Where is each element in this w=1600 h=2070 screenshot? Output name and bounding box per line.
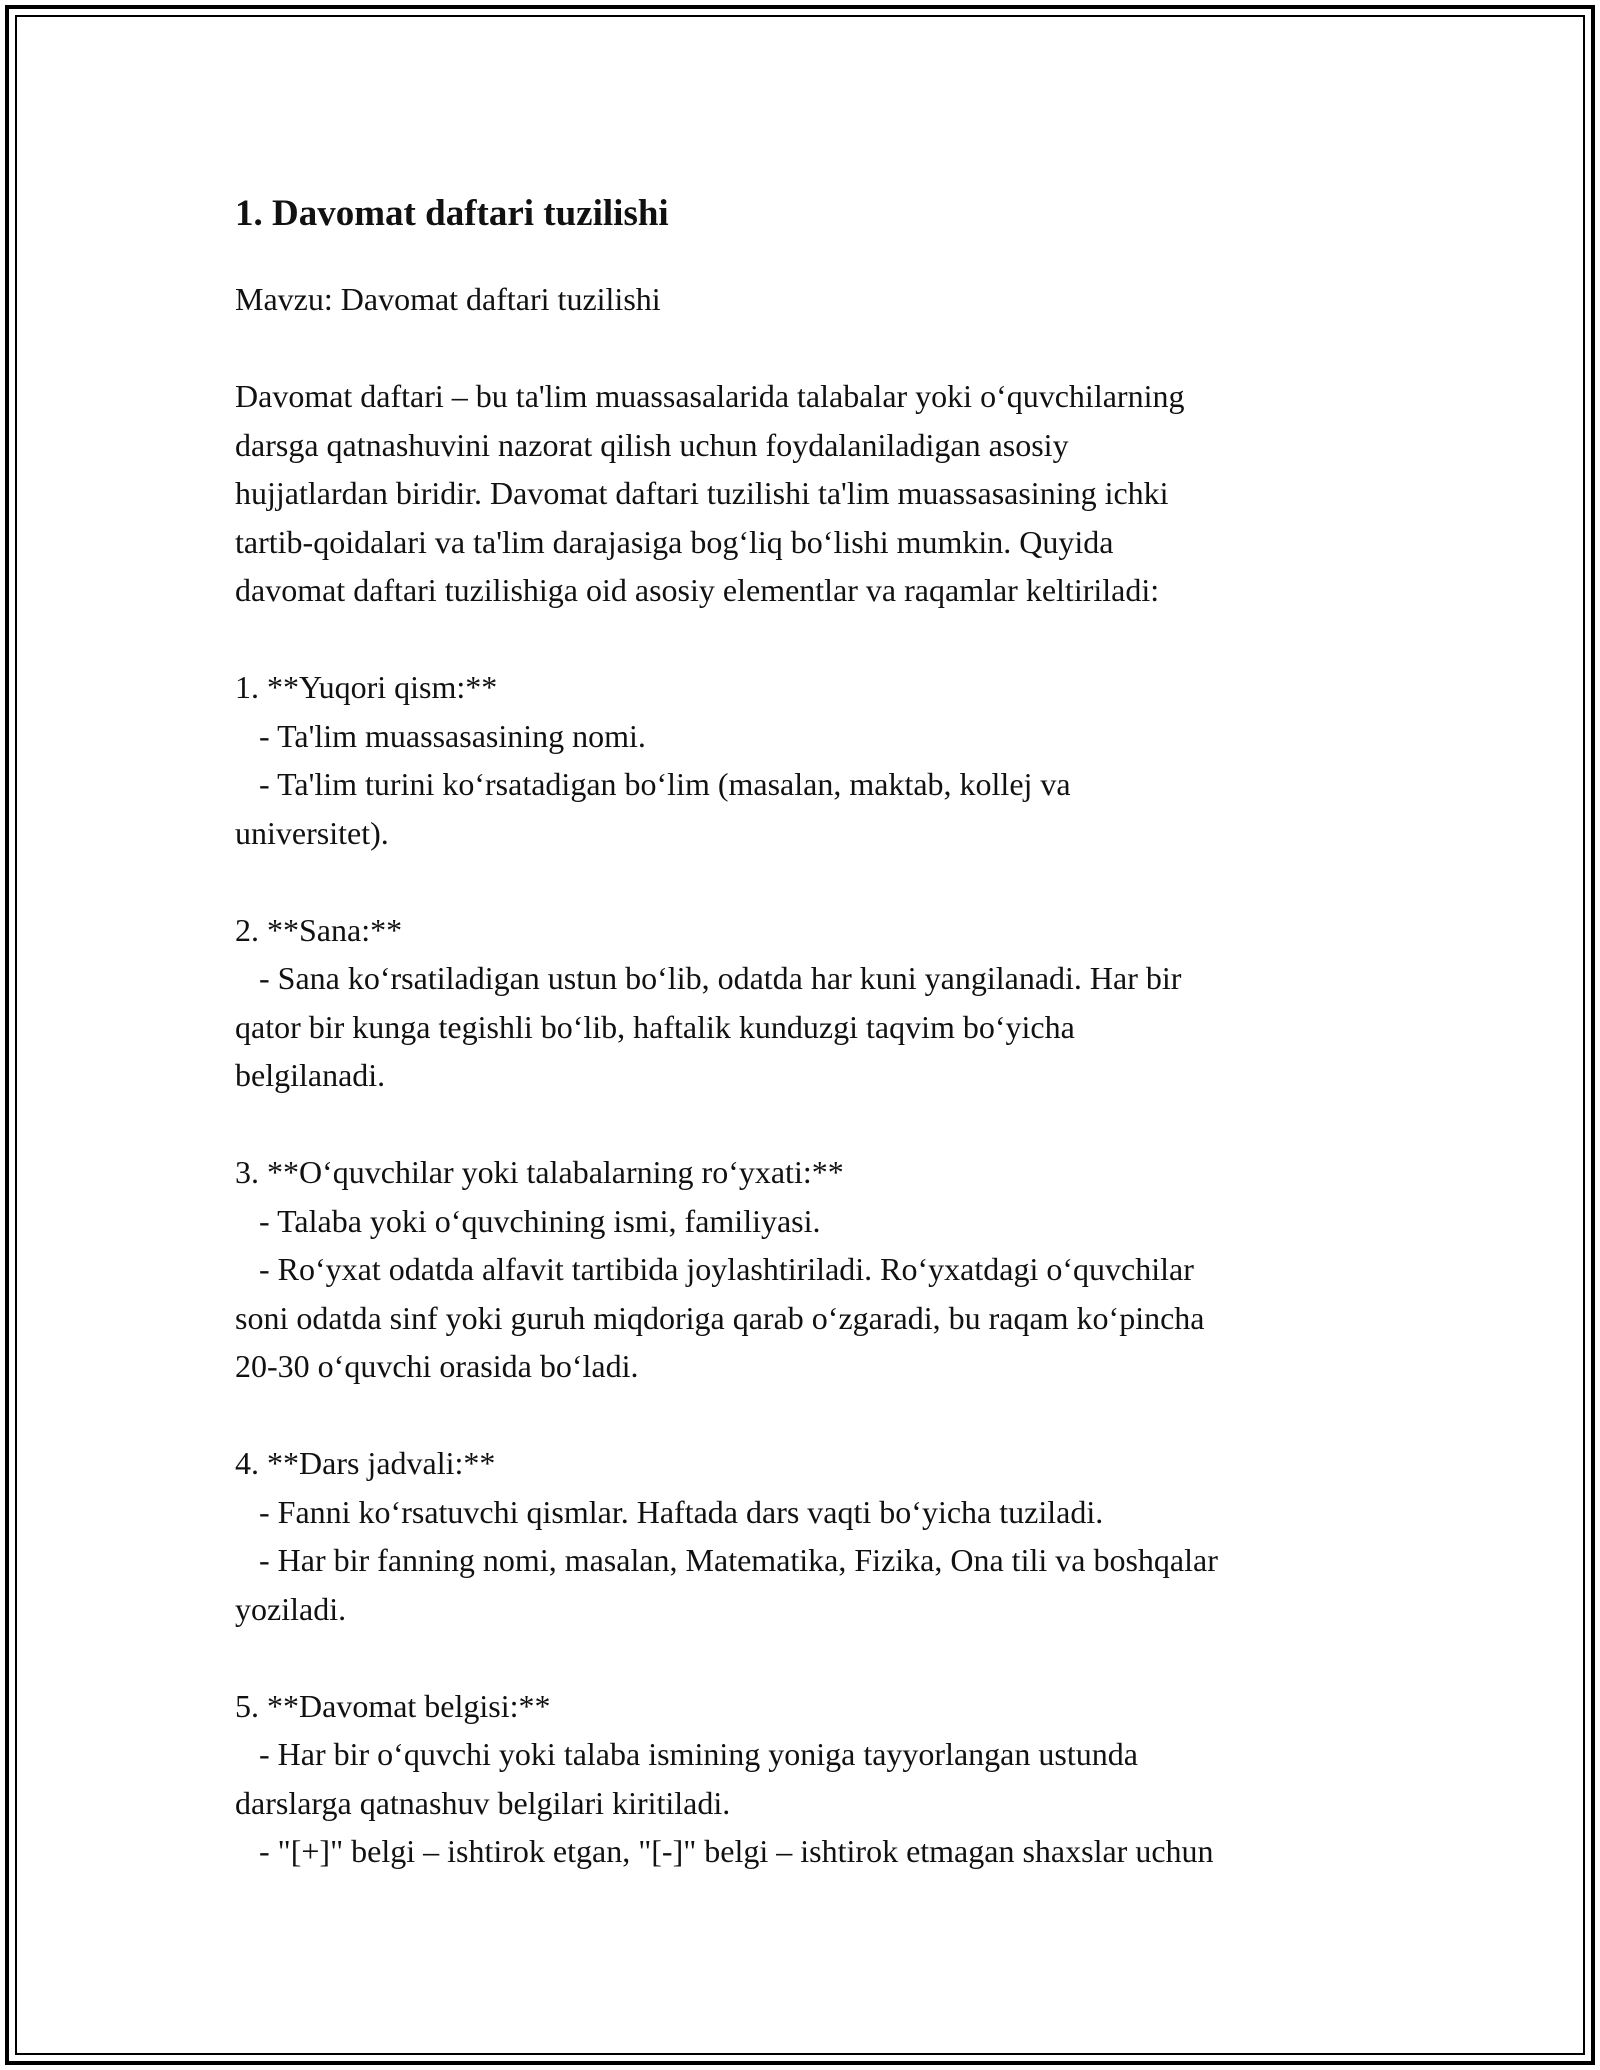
document-heading: 1. Davomat daftari tuzilishi [235, 193, 669, 234]
document-body-text: Mavzu: Davomat daftari tuzilishi Davomat daftari – bu ta'lim muassasalarida talabalar yoki o‘quvchilarning darsga qatnashuvini nazorat qilish uchun foydalaniladigan asosiy hujjatlardan biridir. Davomat daftari tuzilishi ta'lim muassasasining ichki tartib-qoidalari va ta'lim darajasiga bog‘liq bo‘lishi mumkin. Quyida davomat daftari tuzilishiga oid asosiy elementlar va raqamlar keltiriladi: 1. **Yuqori qism:** - Ta'lim muassasasining nomi. - Ta'lim turini ko‘rsatadigan bo‘lim (masalan, maktab, kollej va universitet). 2. **Sana:** - Sana ko‘rsatiladigan ustun bo‘lib, odatda har kuni yangilanadi. Har bir qator bir kunga tegishli bo‘lib, haftalik kunduzgi taqvim bo‘yicha belgilanadi. 3. **O‘quvchilar yoki talabalarning ro‘yxati:** - Talaba yoki o‘quvchining ismi, familiyasi. - Ro‘yxat odatda alfavit tartibida joylashtiriladi. Ro‘yxatdagi o‘quvchilar soni odatda sinf yoki guruh miqdoriga qarab o‘zgaradi, bu raqam ko‘pincha 20-30 o‘quvchi orasida bo‘ladi. 4. **Dars jadvali:** - Fanni ko‘rsatuvchi qismlar. Haftada dars vaqti bo‘yicha tuziladi. - Har bir fanning nomi, masalan, Matematika, Fizika, Ona tili va boshqalar yoziladi. 5. **Davomat belgisi:** - Har bir o‘quvchi yoki talaba ismining yoniga tayyorlangan ustunda darslarga qatnashuv belgilari kiritiladi. - "[+]" belgi – ishtirok etgan, "[-]" belgi – ishtirok etmagan shaxslar uchun [235, 281, 1218, 1869]
document-content [235, 185, 1395, 1876]
